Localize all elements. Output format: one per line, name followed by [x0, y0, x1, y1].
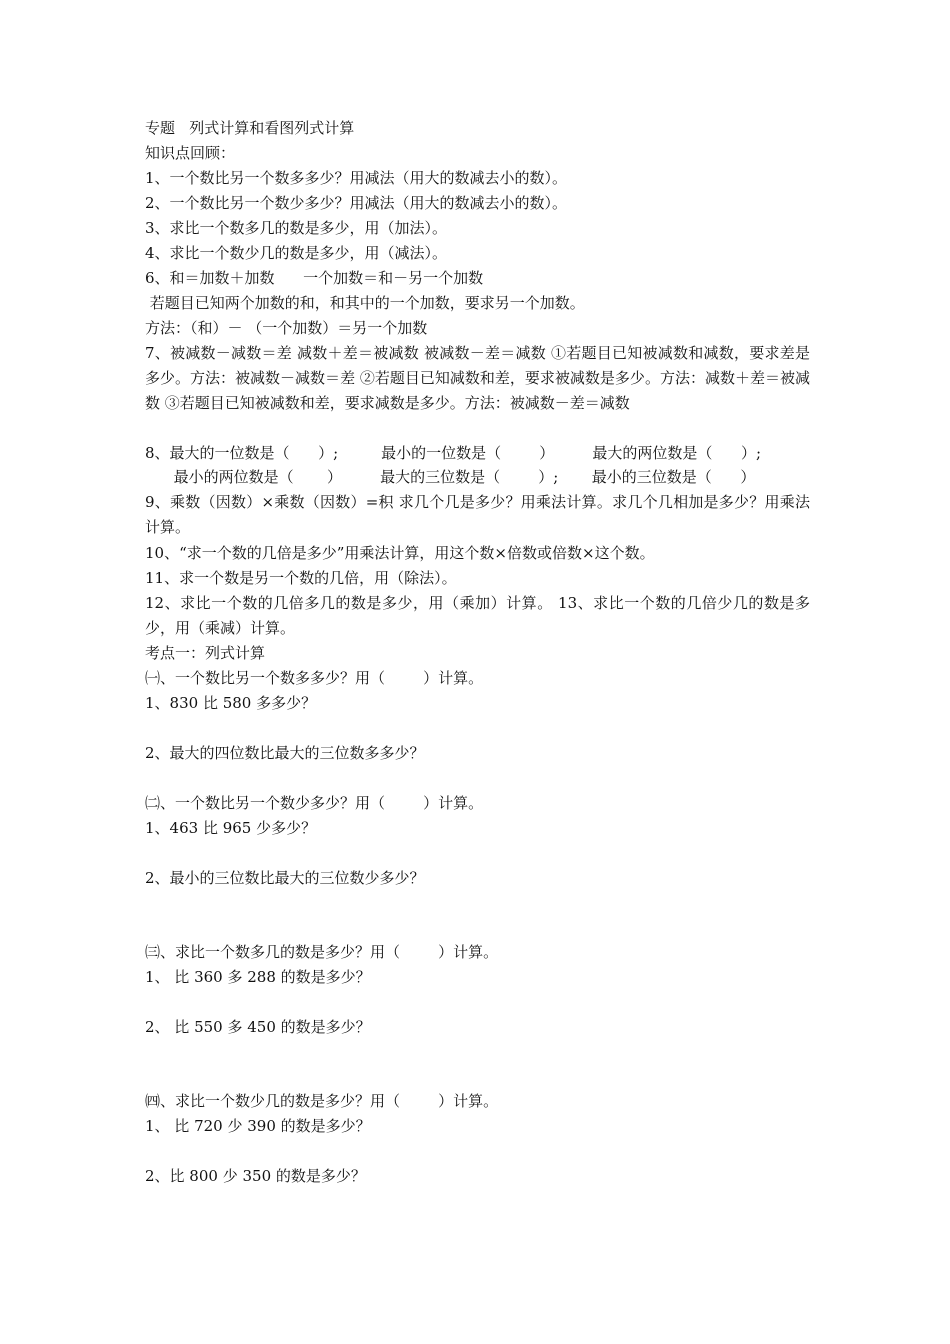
question: 2、最大的四位数比最大的三位数多多少？ — [145, 744, 425, 762]
question: 1、463 比 965 少多少？ — [145, 819, 317, 837]
question: 1、830 比 580 多多少？ — [145, 694, 317, 712]
question-heading: ㈣、求比一个数少几的数是多少？用（ ）计算。 — [145, 1092, 499, 1110]
review-item: 3、求比一个数多几的数是多少，用（加法）。 — [145, 219, 448, 237]
review-item: 方法：（和）－ （一个加数）＝另一个加数 — [145, 319, 428, 337]
question-heading: ㈡、一个数比另一个数少多少？用（ ）计算。 — [145, 794, 484, 812]
review-item-10: 10、“求一个数的几倍是多少”用乘法计算，用这个数×倍数或倍数×这个数。 — [145, 544, 655, 562]
question: 2、最小的三位数比最大的三位数少多少？ — [145, 869, 425, 887]
question: 1、 比 360 多 288 的数是多少？ — [145, 968, 371, 986]
review-item-11: 11、求一个数是另一个数的几倍，用（除法）。 — [145, 569, 457, 587]
review-item: 6、和＝加数＋加数 一个加数＝和－另一个加数 — [145, 269, 484, 287]
review-item: 2、一个数比另一个数少多少？用减法（用大的数减去小的数）。 — [145, 194, 568, 212]
review-heading: 知识点回顾： — [145, 144, 236, 162]
section-heading: 考点一：列式计算 — [145, 644, 266, 662]
review-item-7: 7、被减数－减数＝差 减数＋差＝被减数 被减数－差＝减数 ①若题目已知被减数和减数，要求差是多少。方法：被减数－减数＝差 ②若题目已知减数和差，要求被减数是多少。方法：减数＋差＝被减数 ③若题目已知被减数和差，要求减数是多少。方法：被减数－差＝减数 — [145, 344, 810, 412]
question-heading: ㈠、一个数比另一个数多多少？用（ ）计算。 — [145, 669, 484, 687]
review-item: 4、求比一个数少几的数是多少，用（减法）。 — [145, 244, 448, 262]
review-item-9: 9、乘数（因数）×乘数（因数）=积 求几个几是多少？用乘法计算。求几个几相加是多少？用乘法计算。 — [145, 493, 810, 536]
question: 1、 比 720 少 390 的数是多少？ — [145, 1117, 371, 1135]
question: 2、 比 550 多 450 的数是多少？ — [145, 1018, 371, 1036]
review-item: 1、一个数比另一个数多多少？用减法（用大的数减去小的数）。 — [145, 169, 568, 187]
review-item-8b: 最小的两位数是（ ） 最大的三位数是（ ）; 最小的三位数是（ ） — [145, 468, 756, 486]
review-item-8a: 8、最大的一位数是（ ）; 最小的一位数是（ ） 最大的两位数是（ ）; — [145, 444, 762, 462]
question: 2、比 800 少 350 的数是多少？ — [145, 1167, 366, 1185]
review-item-12: 12、求比一个数的几倍多几的数是多少，用（乘加）计算。 13、求比一个数的几倍少几的数是多少，用（乘减）计算。 — [145, 594, 810, 637]
review-item: 若题目已知两个加数的和，和其中的一个加数，要求另一个加数。 — [145, 294, 585, 312]
question-heading: ㈢、求比一个数多几的数是多少？用（ ）计算。 — [145, 943, 499, 961]
document-title: 专题 列式计算和看图列式计算 — [145, 119, 355, 137]
